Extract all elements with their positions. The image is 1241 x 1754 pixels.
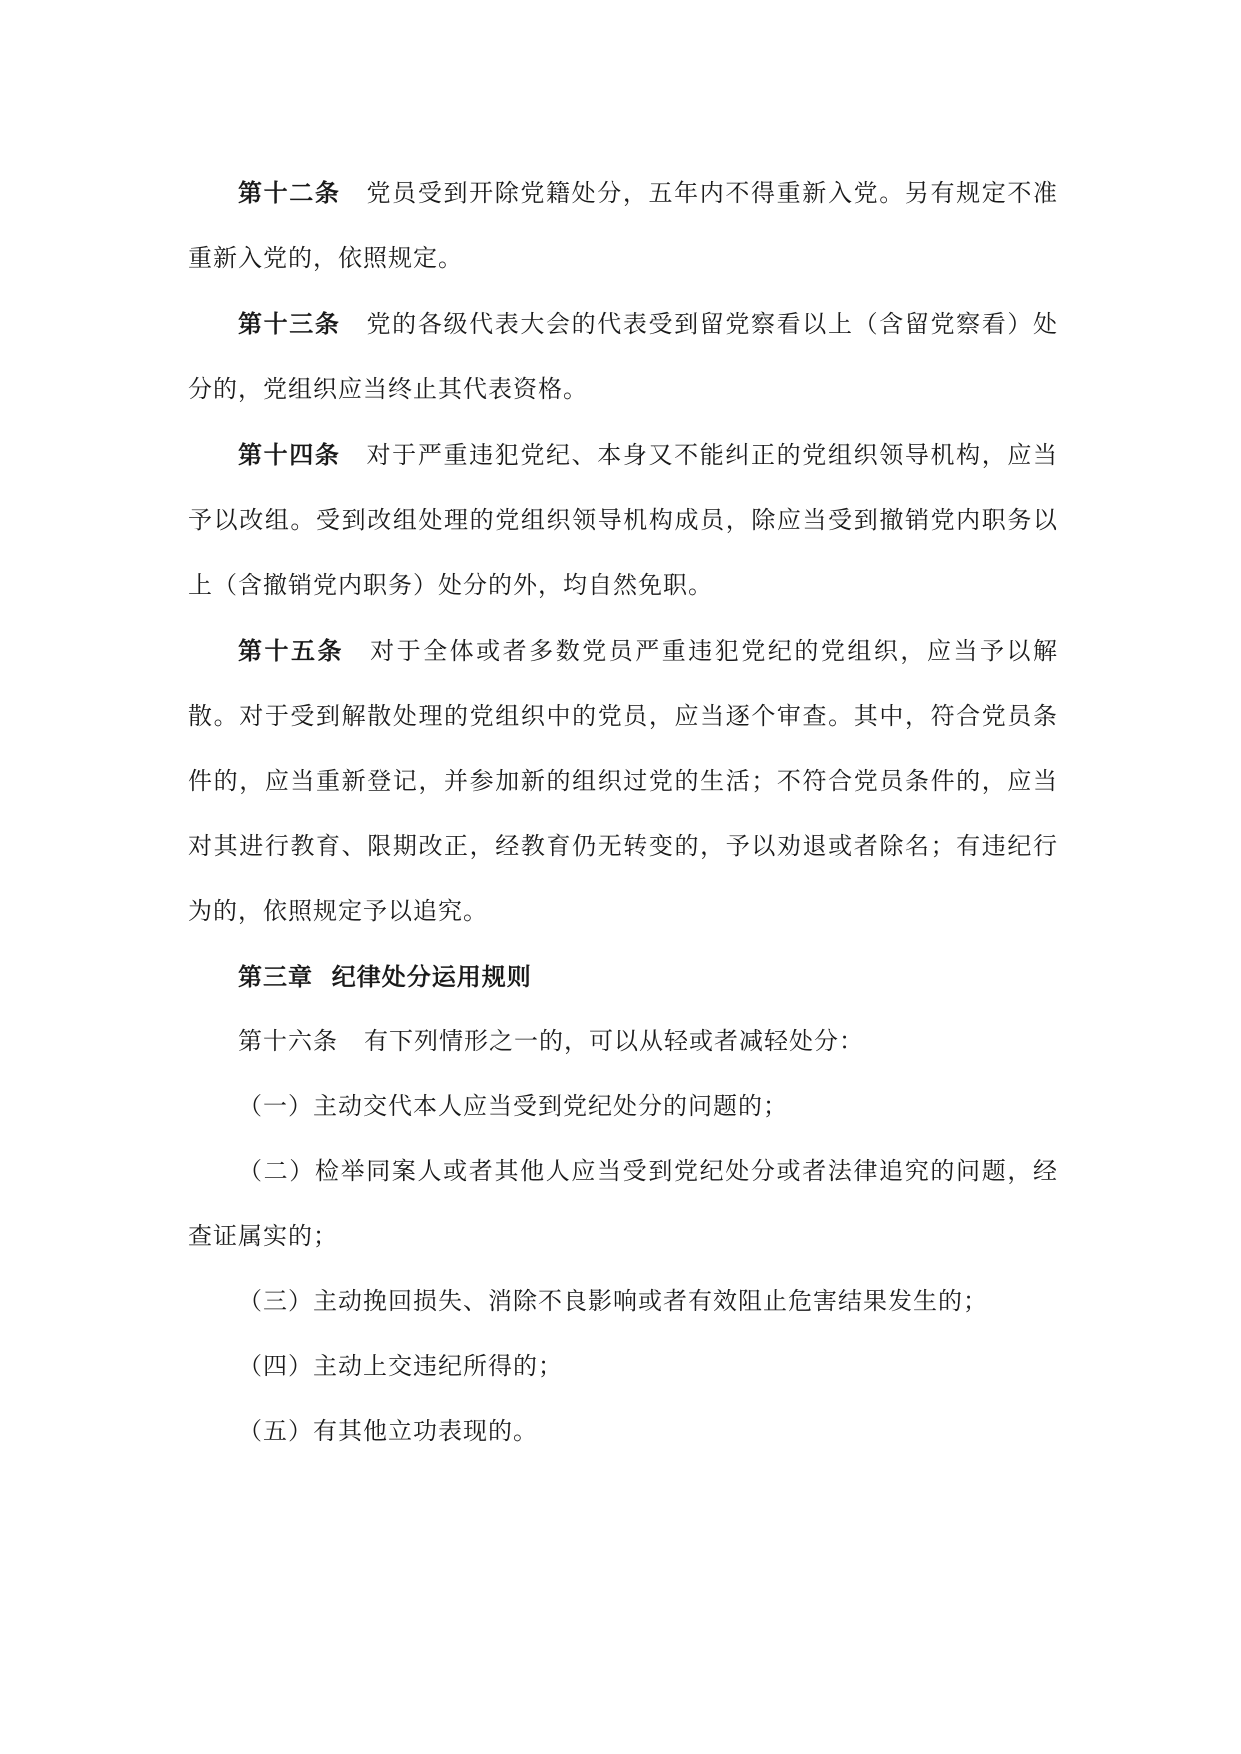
article-12-heading: 第十二条 [238, 178, 341, 207]
list-item: （三）主动挽回损失、消除不良影响或者有效阻止危害结果发生的； [238, 1287, 988, 1315]
article-15 [188, 618, 1058, 944]
document-body [188, 160, 1058, 1464]
article-15-text: 对于全体或者多数党员严重违犯党纪的党组织，应当予以解散。对于受到解散处理的党组织中的党员，应当逐个审查。其中，符合党员条件的，应当重新登记，并参加新的组织过党的生活；不符合党员条件的，应当对其进行教育、限期改正，经教育仍无转变的，予以劝退或者除名；有违纪行为的，依照规定予以追究。 [188, 637, 1059, 925]
list-item: （四）主动上交违纪所得的； [238, 1352, 563, 1380]
list-item: （五）有其他立功表现的。 [238, 1417, 538, 1445]
article-16-heading: 第十六条 [238, 1027, 338, 1055]
chapter-heading: 第三章 纪律处分运用规则 [238, 962, 532, 991]
article-14-heading: 第十四条 [238, 440, 341, 469]
list-item: （二）检举同案人或者其他人应当受到党纪处分或者法律追究的问题，经查证属实的； [188, 1157, 1058, 1250]
article-12 [188, 160, 1058, 291]
list-item: （一）主动交代本人应当受到党纪处分的问题的； [238, 1092, 788, 1120]
article-16 [188, 1009, 1058, 1074]
article-13 [188, 291, 1058, 422]
article-13-text: 党的各级代表大会的代表受到留党察看以上（含留党察看）处分的，党组织应当终止其代表资格。 [188, 310, 1059, 403]
article-14 [188, 422, 1058, 618]
article-14-text: 对于严重违犯党纪、本身又不能纠正的党组织领导机构，应当予以改组。受到改组处理的党组织领导机构成员，除应当受到撤销党内职务以上（含撤销党内职务）处分的外，均自然免职。 [188, 441, 1059, 599]
article-12-text: 党员受到开除党籍处分，五年内不得重新入党。另有规定不准重新入党的，依照规定。 [188, 179, 1059, 272]
article-15-heading: 第十五条 [238, 636, 345, 665]
article-16-text: 有下列情形之一的，可以从轻或者减轻处分： [364, 1027, 864, 1055]
article-13-heading: 第十三条 [238, 309, 341, 338]
